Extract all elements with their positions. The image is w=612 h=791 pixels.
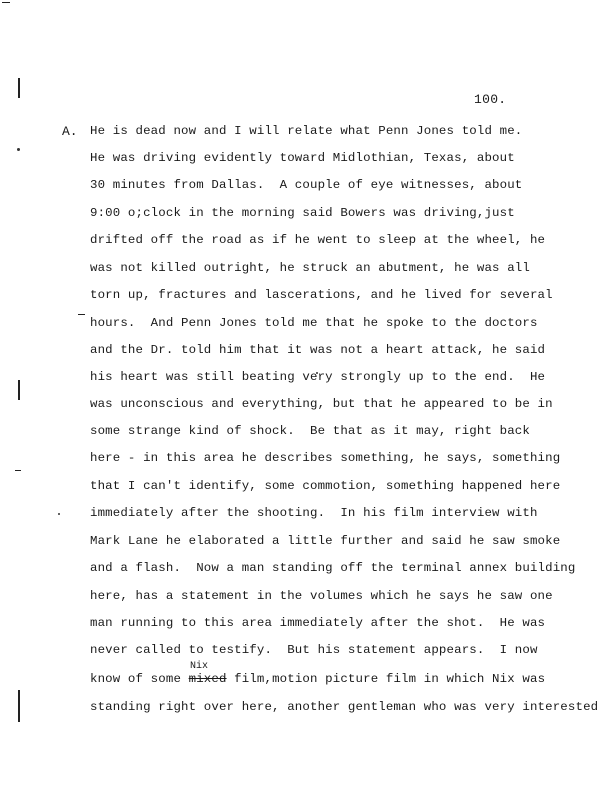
text-line-21 — [90, 672, 545, 686]
text-line-13: here - in this area he describes something, he says, something — [90, 451, 561, 465]
text-line-2: He was driving evidently toward Midlothian, Texas, about — [90, 151, 515, 165]
text-line-4: 9:00 o;clock in the morning said Bowers was driving,just — [90, 206, 515, 220]
text-line-6: was not killed outright, he struck an abutment, he was all — [90, 261, 530, 275]
struck-word: mixed — [188, 672, 227, 686]
text-line-15: immediately after the shooting. In his film interview with — [90, 506, 538, 520]
text-line-22: standing right over here, another gentleman who was very interested — [90, 700, 599, 714]
margin-mark-4 — [15, 470, 21, 471]
margin-mark-2 — [78, 314, 85, 315]
text-line-9: and the Dr. told him that it was not a heart attack, he said — [90, 343, 546, 357]
text-line-3: 30 minutes from Dallas. A couple of eye witnesses, about — [90, 178, 523, 192]
text-line-1: He is dead now and I will relate what Penn Jones told me. — [90, 124, 523, 138]
text-line-8: hours. And Penn Jones told me that he spoke to the doctors — [90, 316, 538, 330]
text-line-7: torn up, fractures and lascerations, and he lived for several — [90, 288, 553, 302]
margin-speck-1 — [17, 148, 20, 151]
answer-label: A. — [62, 124, 78, 139]
interlinear-correction: Nix — [190, 661, 209, 672]
text-line-17: and a flash. Now a man standing off the terminal annex building — [90, 561, 576, 575]
page-number: 100. — [474, 92, 507, 107]
line-21-suffix: film,motion picture film in which Nix was — [226, 672, 546, 686]
margin-mark-3 — [18, 380, 20, 400]
text-line-10: his heart was still beating very strongly up to the end. He — [90, 370, 546, 384]
text-line-19: man running to this area immediately after the shot. He was — [90, 616, 546, 630]
text-line-5: drifted off the road as if he went to sleep at the wheel, he — [90, 233, 546, 247]
text-line-11: was unconscious and everything, but that he appeared to be in — [90, 397, 553, 411]
text-line-20: never called to testify. But his statement appears. I now — [90, 643, 538, 657]
margin-mark-top — [2, 2, 10, 3]
margin-mark-1 — [18, 78, 20, 98]
text-line-14: that I can't identify, some commotion, something happened here — [90, 479, 561, 493]
text-line-16: Mark Lane he elaborated a little further and said he saw smoke — [90, 534, 561, 548]
line-21-prefix: know of some — [90, 672, 189, 686]
margin-speck-2 — [58, 513, 60, 515]
text-line-18: here, has a statement in the volumes which he says he saw one — [90, 589, 553, 603]
text-line-12: some strange kind of shock. Be that as it may, right back — [90, 424, 530, 438]
margin-mark-5 — [18, 690, 20, 722]
